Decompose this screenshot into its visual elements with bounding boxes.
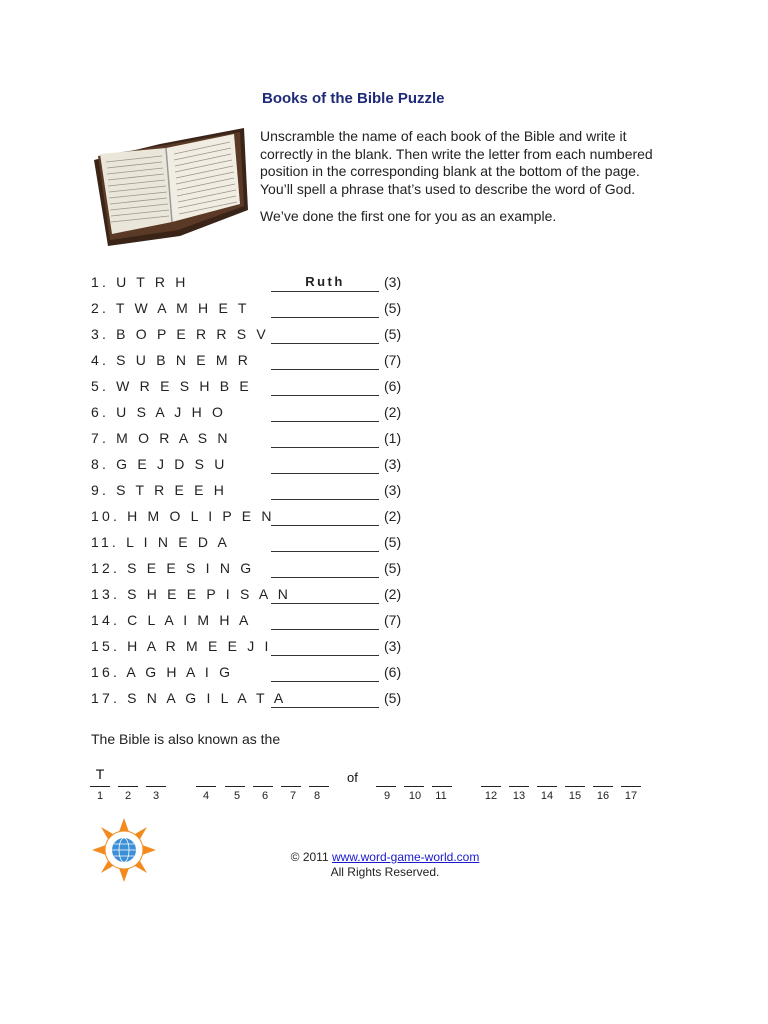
blank-number: 4 xyxy=(202,790,210,802)
answer-blank[interactable] xyxy=(271,300,379,318)
scrambled-word: 8. G E J D S U xyxy=(91,456,228,472)
blank-number: 14 xyxy=(540,790,554,802)
list-item xyxy=(91,482,421,508)
footer xyxy=(270,850,500,880)
scrambled-word: 2. T W A M H E T xyxy=(91,300,250,316)
phrase-blank[interactable] xyxy=(537,766,557,787)
list-item xyxy=(91,508,421,534)
blank-number: 5 xyxy=(233,790,241,802)
blank-number: 2 xyxy=(124,790,132,802)
puzzle-list xyxy=(91,274,421,716)
answer-blank[interactable] xyxy=(271,352,379,370)
phrase-blank[interactable] xyxy=(621,766,641,787)
of-word: of xyxy=(347,770,358,785)
scrambled-word: 12. S E E S I N G xyxy=(91,560,255,576)
scrambled-word: 15. H A R M E E J I xyxy=(91,638,272,654)
letter-position: (5) xyxy=(384,690,402,706)
letter-position: (3) xyxy=(384,482,402,498)
example-note: We’ve done the first one for you as an example. xyxy=(260,208,557,224)
answer-blank[interactable] xyxy=(271,326,379,344)
phrase-blank[interactable] xyxy=(509,766,529,787)
scrambled-word: 16. A G H A I G xyxy=(91,664,234,680)
list-item xyxy=(91,664,421,690)
scrambled-word: 10. H M O L I P E N xyxy=(91,508,275,524)
scrambled-word: 4. S U B N E M R xyxy=(91,352,252,368)
scrambled-word: 17. S N A G I L A T A xyxy=(91,690,287,706)
rights-text: All Rights Reserved. xyxy=(330,865,440,879)
answer-blank[interactable] xyxy=(271,690,379,708)
blank-number: 7 xyxy=(289,790,297,802)
letter-position: (6) xyxy=(384,378,402,394)
blank-number: 13 xyxy=(512,790,526,802)
list-item xyxy=(91,638,421,664)
answer-blank[interactable] xyxy=(271,508,379,526)
letter-position: (2) xyxy=(384,404,402,420)
website-link[interactable]: www.word-game-world.com xyxy=(331,850,480,864)
word-game-world-logo xyxy=(92,818,156,882)
scrambled-word: 9. S T R E E H xyxy=(91,482,228,498)
letter-position: (3) xyxy=(384,638,402,654)
answer-blank[interactable] xyxy=(271,664,379,682)
list-item xyxy=(91,404,421,430)
answer-blank[interactable] xyxy=(271,612,379,630)
phrase-blank[interactable] xyxy=(146,766,166,787)
list-item xyxy=(91,560,421,586)
list-item xyxy=(91,690,421,716)
answer-blank[interactable] xyxy=(271,534,379,552)
list-item xyxy=(91,352,421,378)
blank-number: 8 xyxy=(313,790,321,802)
answer-blank[interactable] xyxy=(271,482,379,500)
list-item xyxy=(91,274,421,300)
scrambled-word: 14. C L A I M H A xyxy=(91,612,252,628)
answer-blank[interactable] xyxy=(271,586,379,604)
letter-position: (5) xyxy=(384,300,402,316)
blank-number: 12 xyxy=(484,790,498,802)
answer-blank[interactable] xyxy=(271,456,379,474)
blank-number: 1 xyxy=(96,790,104,802)
phrase-blank[interactable] xyxy=(225,766,245,787)
phrase-blank[interactable] xyxy=(118,766,138,787)
phrase-blank[interactable] xyxy=(481,766,501,787)
answer-blank[interactable] xyxy=(271,560,379,578)
blank-number: 11 xyxy=(435,790,447,802)
scrambled-word: 3. B O P E R R S V xyxy=(91,326,269,342)
list-item xyxy=(91,456,421,482)
list-item xyxy=(91,586,421,612)
blank-number: 9 xyxy=(383,790,391,802)
list-item xyxy=(91,378,421,404)
phrase-blank[interactable]: T xyxy=(90,766,110,787)
phrase-blank[interactable] xyxy=(376,766,396,787)
blank-number: 15 xyxy=(568,790,582,802)
scrambled-word: 13. S H E E P I S A N xyxy=(91,586,292,602)
scrambled-word: 7. M O R A S N xyxy=(91,430,231,446)
instructions-paragraph: Unscramble the name of each book of the Bible and write it correctly in the blank. Then write the letter from each numbered position in the corresponding blank at the bottom of the page. You’ll spell a phrase that’s used to describe the word of God. xyxy=(260,128,653,197)
answer-blank[interactable] xyxy=(271,404,379,422)
phrase-blank[interactable] xyxy=(281,766,301,787)
instructions xyxy=(260,128,670,236)
letter-position: (1) xyxy=(384,430,402,446)
phrase-blank[interactable] xyxy=(432,766,452,787)
letter-position: (6) xyxy=(384,664,402,680)
answer-blank[interactable]: Ruth xyxy=(271,274,379,292)
letter-position: (3) xyxy=(384,274,402,290)
list-item xyxy=(91,430,421,456)
phrase-blank[interactable] xyxy=(593,766,613,787)
scrambled-word: 1. U T R H xyxy=(91,274,189,290)
open-bible-image xyxy=(90,126,250,246)
answer-blank[interactable] xyxy=(271,378,379,396)
letter-position: (5) xyxy=(384,326,402,342)
letter-position: (2) xyxy=(384,508,402,524)
phrase-blank[interactable] xyxy=(196,766,216,787)
phrase-blanks xyxy=(90,766,690,806)
phrase-blank[interactable] xyxy=(404,766,424,787)
phrase-blank[interactable] xyxy=(565,766,585,787)
scrambled-word: 5. W R E S H B E xyxy=(91,378,252,394)
letter-position: (7) xyxy=(384,352,402,368)
list-item xyxy=(91,300,421,326)
letter-position: (5) xyxy=(384,534,402,550)
answer-blank[interactable] xyxy=(271,638,379,656)
blank-number: 17 xyxy=(624,790,638,802)
phrase-blank[interactable] xyxy=(253,766,273,787)
letter-position: (2) xyxy=(384,586,402,602)
copyright-text: © 2011 xyxy=(290,850,329,864)
blank-number: 16 xyxy=(596,790,610,802)
blank-number: 3 xyxy=(152,790,160,802)
blank-number: 6 xyxy=(261,790,269,802)
letter-position: (7) xyxy=(384,612,402,628)
page-title: Books of the Bible Puzzle xyxy=(262,90,445,107)
scrambled-word: 11. L I N E D A xyxy=(91,534,231,550)
scrambled-word: 6. U S A J H O xyxy=(91,404,227,420)
letter-position: (5) xyxy=(384,560,402,576)
answer-blank[interactable] xyxy=(271,430,379,448)
letter-position: (3) xyxy=(384,456,402,472)
phrase-prompt: The Bible is also known as the xyxy=(91,731,281,747)
list-item xyxy=(91,326,421,352)
list-item xyxy=(91,534,421,560)
list-item xyxy=(91,612,421,638)
phrase-blank[interactable] xyxy=(309,766,329,787)
copyright-line xyxy=(270,850,500,865)
blank-number: 10 xyxy=(408,790,422,802)
